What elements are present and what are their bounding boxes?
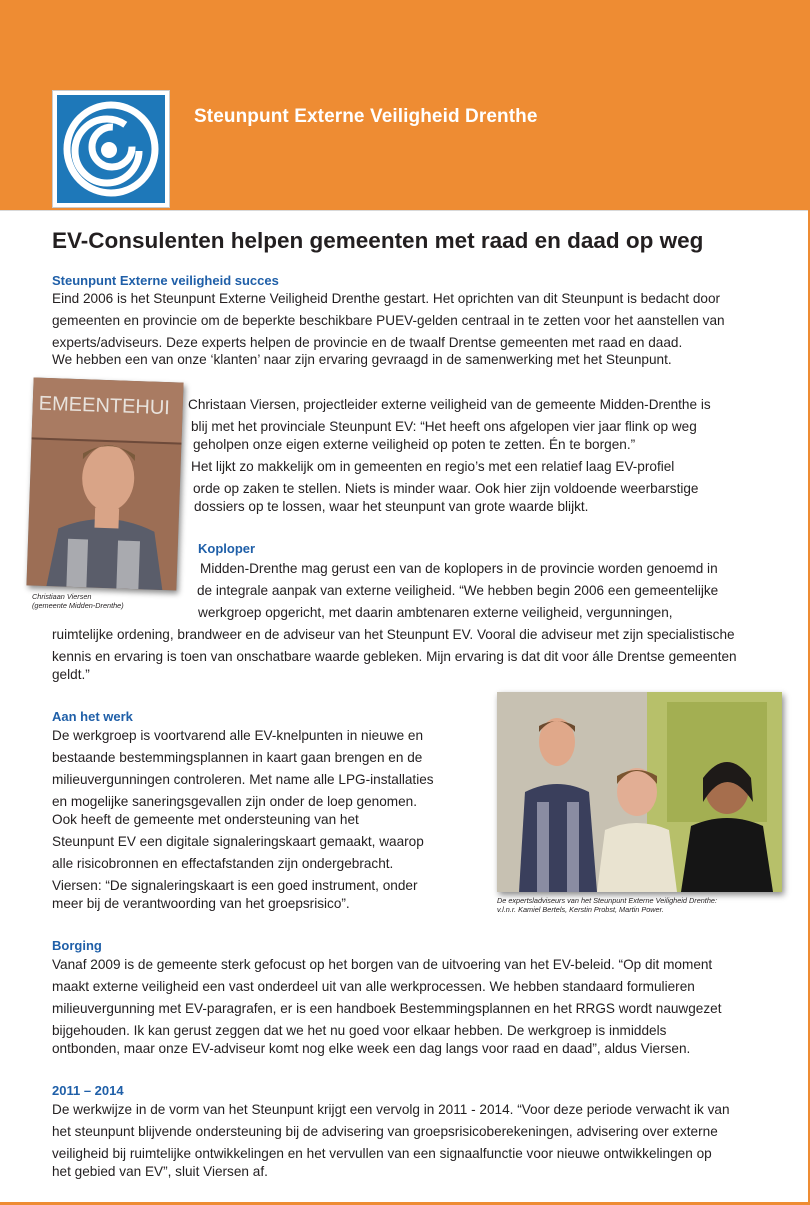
koploper-line: ruimtelijke ordening, brandweer en de adviseur van het Steunpunt EV. Vooral die adviseur met zijn specialistische [52, 627, 735, 642]
borging-line: bijgehouden. Ik kan gerust zeggen dat we het nu goed voor elkaar hebben. De werkgroep is inmiddels [52, 1023, 667, 1038]
koploper-line: Midden-Drenthe mag gerust een van de koplopers in de provincie worden genoemd in [200, 561, 718, 576]
intro-line: Eind 2006 is het Steunpunt Externe Veiligheid Drenthe gestart. Het oprichten van dit Steunpunt is bedacht door [52, 291, 721, 306]
section-heading-future: 2011 – 2014 [52, 1083, 124, 1098]
koploper-line: de integrale aanpak van externe veiligheid. “We hebben begin 2006 een gemeentelijke [197, 583, 719, 598]
werk-line: Steunpunt EV een digitale signaleringskaart gemaakt, waarop [52, 834, 424, 849]
section-heading-intro: Steunpunt Externe veiligheid succes [52, 273, 279, 288]
section-heading-koploper: Koploper [198, 541, 256, 556]
spiral-logo-icon [52, 90, 170, 208]
future-line: De werkwijze in de vorm van het Steunpunt krijgt een vervolg in 2011 - 2014. “Voor deze periode verwacht ik van [52, 1102, 730, 1117]
borging-line: milieuvergunning met EV-paragrafen, er is een handboek Bestemmingsplannen en het RRGS wordt nauwgezet [52, 1001, 722, 1016]
header-divider [0, 210, 810, 211]
borging-line: ontbonden, maar onze EV-adviseur komt nog elke week een dag langs voor raad en daad”, aldus Viersen. [52, 1041, 691, 1056]
intro-line: gemeenten en provincie om de beperkte beschikbare PUEV-gelden centraal in te zetten voor het aanstellen van [52, 313, 725, 328]
portrait-caption [32, 592, 124, 610]
koploper-line: kennis en ervaring is toen van onschatbare waarde gebleken. Mijn ervaring is dat dit voor álle Drentse gemeenten [52, 649, 737, 664]
wall-lettering: EMEENTEHUI [38, 392, 171, 420]
caption-line: Christiaan Viersen [32, 592, 92, 601]
intro-line: We hebben een van onze ‘klanten’ naar zijn ervaring gevraagd in de samenwerking met het Steunpunt. [52, 352, 672, 367]
werk-line: bestaande bestemmingsplannen in kaart gaan brengen en de [52, 750, 423, 765]
brand-name: Steunpunt Externe Veiligheid Drenthe [194, 106, 538, 127]
caption-line: v.l.n.r. Kamiel Bertels, Kerstin Probst, Martin Power. [497, 905, 664, 914]
group-caption [497, 896, 717, 914]
koploper-line: werkgroep opgericht, met daarin ambtenaren externe veiligheid, vergunningen, [198, 605, 673, 620]
werk-line: milieuvergunningen controleren. Met name alle LPG-installaties [52, 772, 434, 787]
group-photo [497, 692, 782, 892]
future-line: veiligheid bij ruimtelijke ontwikkelingen en het vervullen van een signaalfunctie voor nieuwe ontwikkelingen op [52, 1146, 712, 1161]
portrait-photo [26, 377, 183, 590]
quote-line: geholpen onze eigen externe veiligheid op poten te zetten. Én te borgen.” [193, 437, 636, 452]
werk-line: Ook heeft de gemeente met ondersteuning van het [52, 812, 359, 827]
werk-line: en mogelijke saneringsgevallen zijn onder de loep genomen. [52, 794, 418, 809]
werk-line: alle risicobronnen en effectafstanden zijn ondergebracht. [52, 856, 394, 871]
borging-line: maakt externe veiligheid een vast onderdeel uit van alle werkprocessen. We hebben standaard formulieren [52, 979, 695, 994]
quote-line: dossiers op te lossen, waar het steunpunt van grote waarde blijkt. [194, 499, 589, 514]
section-heading-werk: Aan het werk [52, 709, 133, 724]
future-line: het gebied van EV”, sluit Viersen af. [52, 1164, 268, 1179]
werk-line: Viersen: “De signaleringskaart is een goed instrument, onder [52, 878, 418, 893]
section-heading-borging: Borging [52, 938, 102, 953]
intro-line: experts/adviseurs. Deze experts helpen de provincie en de twaalf Drentse gemeenten met raad en daad. [52, 335, 683, 350]
quote-line: orde op zaken te stellen. Niets is minder waar. Ook hier zijn voldoende weerbarstige [193, 481, 699, 496]
quote-line: Het lijkt zo makkelijk om in gemeenten en regio’s met een relatief laag EV-profiel [191, 459, 675, 474]
werk-line: De werkgroep is voortvarend alle EV-knelpunten in nieuwe en [52, 728, 424, 743]
borging-line: Vanaf 2009 is de gemeente sterk gefocust op het borgen van de uitvoering van het EV-beleid. “Op dit moment [52, 957, 713, 972]
article-title: EV-Consulenten helpen gemeenten met raad en daad op weg [52, 228, 704, 253]
quote-line: blij met het provinciale Steunpunt EV: “Het heeft ons afgelopen vier jaar flink op weg [191, 419, 697, 434]
caption-line: (gemeente Midden-Drenthe) [32, 601, 124, 610]
quote-line: Christaan Viersen, projectleider externe veiligheid van de gemeente Midden-Drenthe is [188, 397, 711, 412]
werk-line: meer bij de verantwoording van het groepsrisico”. [52, 896, 350, 911]
caption-line: De expertsladviseurs van het Steunpunt Externe Veiligheid Drenthe: [497, 896, 717, 905]
future-line: het steunpunt blijvende ondersteuning bij de advisering van groepsrisicoberekeningen, advisering over externe [52, 1124, 718, 1139]
koploper-line: geldt.” [52, 667, 90, 682]
